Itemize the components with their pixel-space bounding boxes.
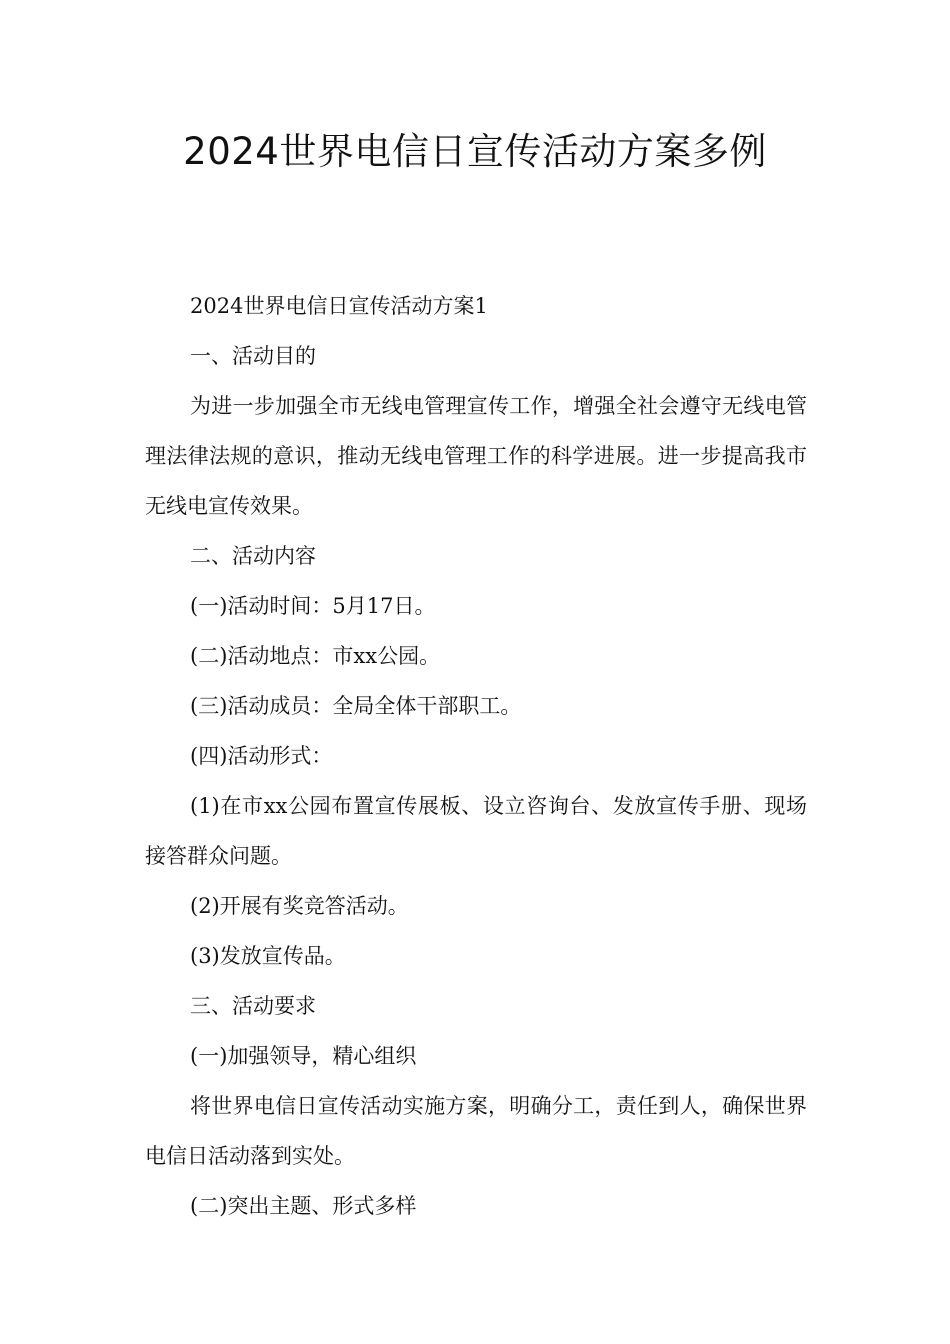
form-item-1: (1)在市xx公园布置宣传展板、设立咨询台、发放宣传手册、现场接答群众问题。 (145, 794, 807, 868)
item-activity-form: (四)活动形式： (190, 744, 333, 768)
heading-activity-purpose: 一、活动目的 (190, 344, 316, 368)
document-body (145, 281, 807, 1231)
section-heading: 2024世界电信日宣传活动方案1 (190, 294, 488, 318)
document-title: 2024世界电信日宣传活动方案多例 (183, 130, 767, 173)
item-activity-time: (一)活动时间：5月17日。 (190, 594, 436, 618)
requirement-2-heading: (二)突出主题、形式多样 (190, 1194, 417, 1218)
item-activity-members: (三)活动成员：全局全体干部职工。 (190, 694, 522, 718)
form-item-3: (3)发放宣传品。 (190, 944, 346, 968)
heading-activity-requirements: 三、活动要求 (190, 994, 316, 1018)
requirement-1-text: 将世界电信日宣传活动实施方案，明确分工，责任到人，确保世界电信日活动落到实处。 (145, 1094, 807, 1168)
paragraph-purpose: 为进一步加强全市无线电管理宣传工作，增强全社会遵守无线电管理法律法规的意识，推动无线电管理工作的科学进展。进一步提高我市无线电宣传效果。 (145, 394, 807, 518)
item-activity-location: (二)活动地点：市xx公园。 (190, 644, 441, 668)
requirement-1-heading: (一)加强领导，精心组织 (190, 1044, 417, 1068)
form-item-2: (2)开展有奖竞答活动。 (190, 894, 409, 918)
heading-activity-content: 二、活动内容 (190, 544, 316, 568)
